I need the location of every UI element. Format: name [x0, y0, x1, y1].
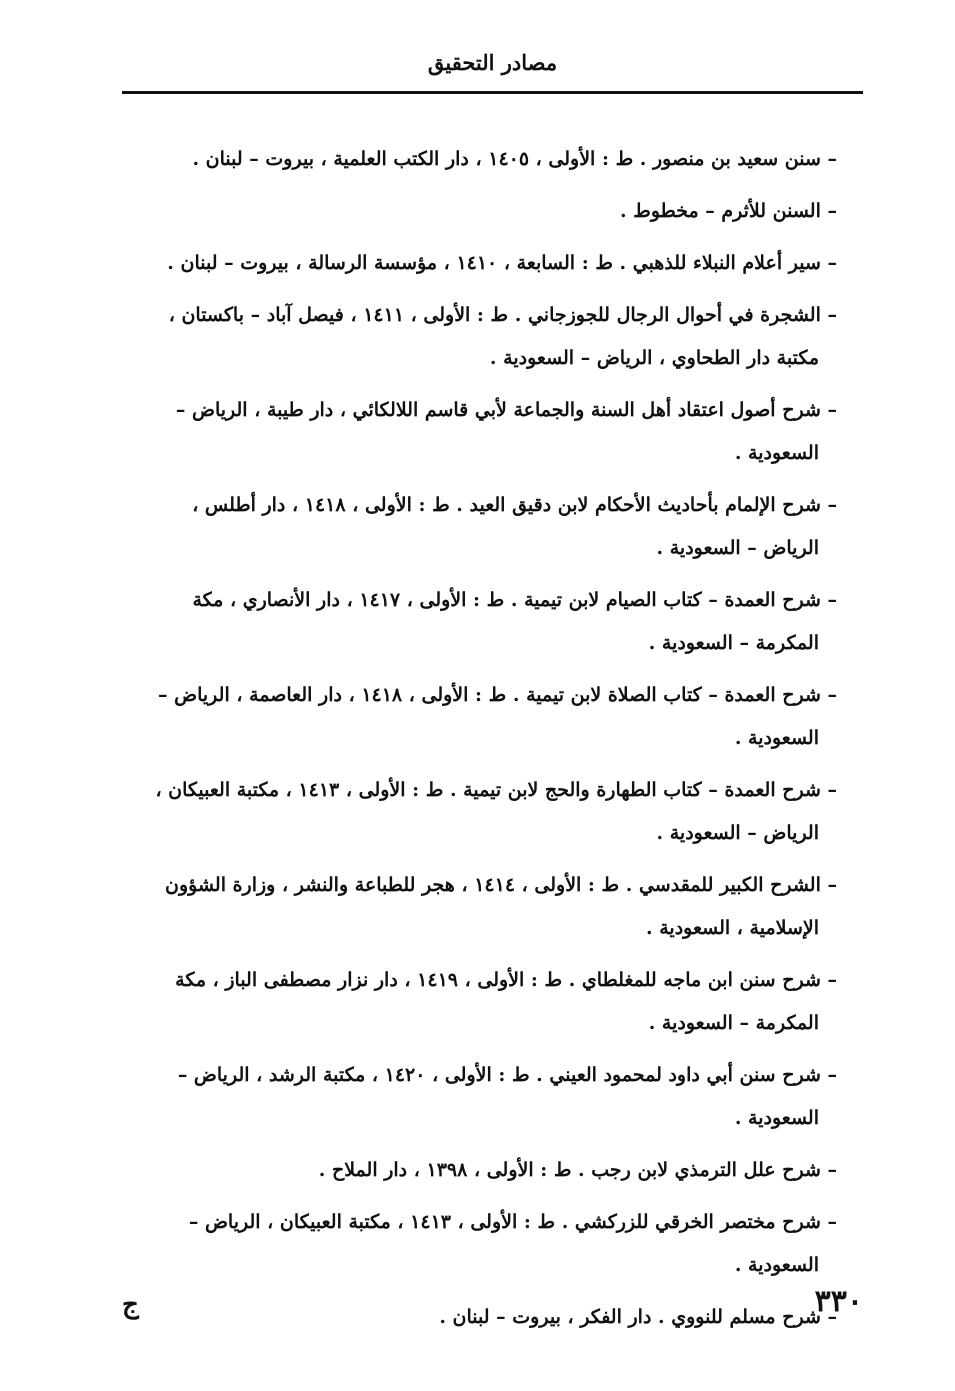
page-number: ٣٣٠ — [814, 1284, 863, 1319]
bibliography-entry: – شرح العمدة – كتاب الطهارة والحج لابن تيمية . ط : الأولى ، ١٤١٣ ، مكتبة العبيكان ، الرياض – السعودية . — [155, 779, 837, 844]
bibliography-list — [137, 138, 837, 1348]
bibliography-entry: – سنن سعيد بن منصور . ط : الأولى ، ١٤٠٥ ، دار الكتب العلمية ، بيروت – لبنان . — [192, 148, 837, 170]
header-rule — [122, 91, 863, 94]
bibliography-entry: – شرح سنن أبي داود لمحمود العيني . ط : الأولى ، ١٤٢٠ ، مكتبة الرشد ، الرياض – السعودية . — [177, 1064, 837, 1129]
bibliography-entry: – الشجرة في أحوال الرجال للجوزجاني . ط : الأولى ، ١٤١١ ، فيصل آباد – باكستان ، مكتبة دار الطحاوي ، الرياض – السعودية . — [168, 304, 837, 369]
bibliography-entry: – شرح مختصر الخرقي للزركشي . ط : الأولى ، ١٤١٣ ، مكتبة العبيكان ، الرياض – السعودية . — [188, 1211, 837, 1276]
bibliography-entry: – سير أعلام النبلاء للذهبي . ط : السابعة ، ١٤١٠ ، مؤسسة الرسالة ، بيروت – لبنان . — [167, 252, 837, 274]
bibliography-entry: – السنن للأثرم – مخطوط . — [620, 200, 837, 222]
bibliography-entry: – شرح العمدة – كتاب الصيام لابن تيمية . ط : الأولى ، ١٤١٧ ، دار الأنصاري ، مكة المكرمة – السعودية . — [192, 589, 837, 654]
bibliography-entry: – شرح الإلمام بأحاديث الأحكام لابن دقيق العيد . ط : الأولى ، ١٤١٨ ، دار أطلس ، الرياض – السعودية . — [192, 494, 837, 559]
bibliography-entry: – شرح مسلم للنووي . دار الفكر ، بيروت – لبنان . — [439, 1306, 837, 1328]
page-header-title: مصادر التحقيق — [427, 50, 558, 75]
bibliography-entry: – شرح أصول اعتقاد أهل السنة والجماعة لأبي قاسم اللالكائي ، دار طيبة ، الرياض – السعودية . — [175, 399, 837, 464]
bibliography-entry: – شرح سنن ابن ماجه للمغلطاي . ط : الأولى ، ١٤١٩ ، دار نزار مصطفى الباز ، مكة المكرمة – السعودية . — [175, 969, 837, 1034]
bibliography-entry: – شرح العمدة – كتاب الصلاة لابن تيمية . ط : الأولى ، ١٤١٨ ، دار العاصمة ، الرياض – السعودية . — [158, 684, 837, 749]
signature-mark: ج — [122, 1290, 139, 1320]
bibliography-entry: – الشرح الكبير للمقدسي . ط : الأولى ، ١٤١٤ ، هجر للطباعة والنشر ، وزارة الشؤون الإسلامية ، السعودية . — [165, 874, 837, 939]
bibliography-entry: – شرح علل الترمذي لابن رجب . ط : الأولى ، ١٣٩٨ ، دار الملاح . — [318, 1159, 837, 1181]
